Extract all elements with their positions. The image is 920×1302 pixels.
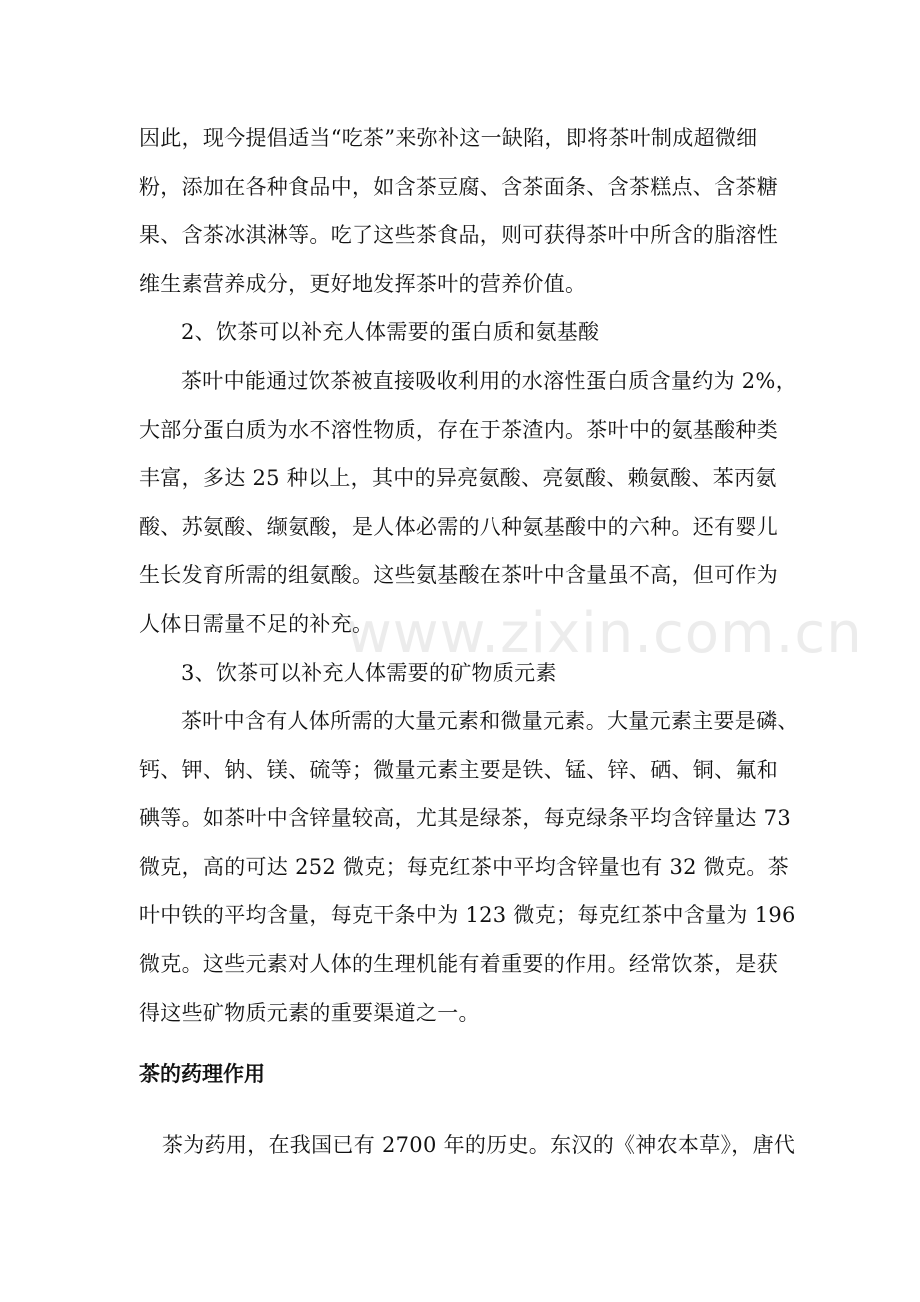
text-line: 茶叶中含有人体所需的大量元素和微量元素。大量元素主要是磷、 [181, 709, 799, 733]
text-line: 酸、苏氨酸、缬氨酸，是人体必需的八种氨基酸中的六种。还有婴儿 [139, 514, 778, 539]
text-line: 碘等。如茶叶中含锌量较高，尤其是绿茶，每克绿条平均含锌量达 73 [139, 806, 791, 831]
text-line: 微克，高的可达 252 微克；每克红茶中平均含锌量也有 32 微克。茶 [139, 854, 790, 879]
text-line: 维生素营养成分，更好地发挥茶叶的营养价值。 [139, 271, 587, 296]
text-line: 大部分蛋白质为水不溶性物质，存在于茶渣内。茶叶中的氨基酸种类 [139, 417, 778, 442]
paragraph-minerals [139, 697, 799, 1037]
subheading-minerals: 3、饮茶可以补充人体需要的矿物质元素 [181, 660, 557, 685]
text-line: 粉，添加在各种食品中，如含茶豆腐、含茶面条、含茶糕点、含茶糖 [139, 174, 778, 199]
text-line: 丰富，多达 25 种以上，其中的异亮氨酸、亮氨酸、赖氨酸、苯丙氨 [139, 466, 777, 491]
paragraph-protein-amino-acids [139, 357, 799, 697]
text-line: 微克。这些元素对人体的生理机能有着重要的作用。经常饮茶，是获 [139, 951, 778, 976]
site-watermark: www.zixin.com.cn [346, 601, 863, 666]
text-line: 叶中铁的平均含量，每克干条中为 123 微克；每克红茶中含量为 196 [139, 903, 796, 928]
text-line: 茶叶中能通过饮茶被直接吸收利用的水溶性蛋白质含量约为 2%， [181, 369, 797, 393]
text-line: 因此，现今提倡适当“吃茶”来弥补这一缺陷，即将茶叶制成超微细 [139, 126, 758, 150]
subheading-protein-amino-acids: 2、饮茶可以补充人体需要的蛋白质和氨基酸 [181, 320, 600, 345]
paragraph-pharmacology-start: 茶为药用，在我国已有 2700 年的历史。东汉的《神农本草》，唐代 [162, 1133, 796, 1157]
paragraph-intake-supplement [139, 114, 799, 357]
text-line: 生长发育所需的组氨酸。这些氨基酸在茶叶中含量虽不高，但可作为 [139, 563, 778, 588]
text-line: 钙、钾、钠、镁、硫等；微量元素主要是铁、锰、锌、硒、铜、氟和 [139, 757, 778, 782]
text-line: 人体日需量不足的补充。 [139, 611, 374, 636]
text-line: 得这些矿物质元素的重要渠道之一。 [139, 1000, 480, 1025]
text-line: 果、含茶冰淇淋等。吃了这些茶食品，则可获得茶叶中所含的脂溶性 [139, 223, 778, 248]
section-title-pharmacology: 茶的药理作用 [139, 1062, 265, 1086]
